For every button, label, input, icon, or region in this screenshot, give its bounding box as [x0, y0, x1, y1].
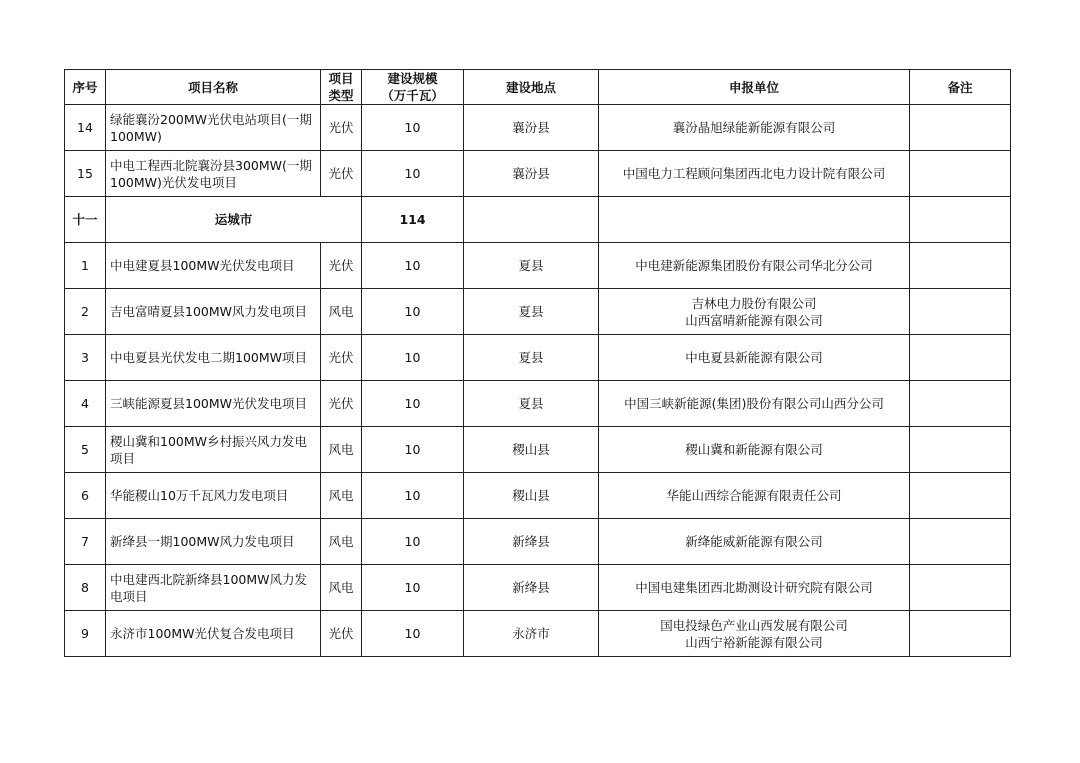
applicant-line: 稷山冀和新能源有限公司 [685, 442, 823, 457]
cell-project-type: 风电 [321, 565, 362, 611]
cell-seq: 7 [65, 519, 106, 565]
section-name: 运城市 [106, 197, 362, 243]
table-row [65, 243, 1011, 289]
cell-project-name: 三峡能源夏县100MW光伏发电项目 [106, 381, 321, 427]
cell-location: 稷山县 [464, 427, 599, 473]
applicant-line: 中国电力工程顾问集团西北电力设计院有限公司 [622, 166, 886, 181]
cell-project-type: 风电 [321, 473, 362, 519]
cell-applicant [599, 151, 910, 197]
cell-scale: 10 [362, 473, 464, 519]
cell-seq: 15 [65, 151, 106, 197]
header-type [321, 70, 362, 105]
cell-location: 稷山县 [464, 473, 599, 519]
table-row [65, 151, 1011, 197]
header-type-line1: 项目 [328, 71, 354, 86]
cell-remark [910, 611, 1011, 657]
cell-location: 襄汾县 [464, 151, 599, 197]
applicant-line: 中国三峡新能源(集团)股份有限公司山西分公司 [624, 396, 884, 411]
cell-applicant [599, 243, 910, 289]
cell-location: 新绛县 [464, 519, 599, 565]
cell-applicant [599, 289, 910, 335]
cell-scale: 10 [362, 105, 464, 151]
header-remark: 备注 [910, 70, 1011, 105]
cell-project-name: 吉电富晴夏县100MW风力发电项目 [106, 289, 321, 335]
table-row [65, 611, 1011, 657]
applicant-line: 襄汾晶旭绿能新能源有限公司 [672, 120, 836, 135]
cell-scale: 10 [362, 381, 464, 427]
cell-applicant [599, 611, 910, 657]
cell-remark [910, 565, 1011, 611]
cell-seq: 6 [65, 473, 106, 519]
applicant-line: 华能山西综合能源有限责任公司 [666, 488, 842, 503]
applicant-line: 吉林电力股份有限公司 [691, 295, 817, 311]
table-row [65, 565, 1011, 611]
header-name: 项目名称 [106, 70, 321, 105]
table-row [65, 335, 1011, 381]
applicant-line: 中国电建集团西北勘测设计研究院有限公司 [635, 580, 873, 595]
cell-seq: 9 [65, 611, 106, 657]
section-location [464, 197, 599, 243]
cell-project-name: 永济市100MW光伏复合发电项目 [106, 611, 321, 657]
section-seq: 十一 [65, 197, 106, 243]
cell-scale: 10 [362, 565, 464, 611]
applicant-line: 国电投绿色产业山西发展有限公司 [660, 617, 848, 633]
cell-scale: 10 [362, 427, 464, 473]
section-unit [599, 197, 910, 243]
table-row [65, 473, 1011, 519]
cell-location: 夏县 [464, 335, 599, 381]
cell-project-type: 光伏 [321, 335, 362, 381]
table-body-bottom [65, 243, 1011, 657]
cell-remark [910, 243, 1011, 289]
cell-remark [910, 105, 1011, 151]
applicant-line: 新绛能威新能源有限公司 [685, 534, 823, 549]
table-row [65, 289, 1011, 335]
cell-scale: 10 [362, 611, 464, 657]
header-scale [362, 70, 464, 105]
cell-project-type: 光伏 [321, 151, 362, 197]
cell-location: 新绛县 [464, 565, 599, 611]
cell-seq: 2 [65, 289, 106, 335]
cell-scale: 10 [362, 335, 464, 381]
header-scale-line2: （万千瓦） [381, 88, 444, 103]
cell-project-type: 光伏 [321, 381, 362, 427]
cell-project-type: 风电 [321, 289, 362, 335]
cell-remark [910, 473, 1011, 519]
cell-remark [910, 427, 1011, 473]
section-remark [910, 197, 1011, 243]
cell-project-type: 光伏 [321, 243, 362, 289]
cell-project-name: 中电建夏县100MW光伏发电项目 [106, 243, 321, 289]
cell-seq: 14 [65, 105, 106, 151]
cell-seq: 1 [65, 243, 106, 289]
cell-applicant [599, 105, 910, 151]
cell-location: 夏县 [464, 381, 599, 427]
cell-project-name: 中电建西北院新绛县100MW风力发电项目 [106, 565, 321, 611]
applicant-line: 中电夏县新能源有限公司 [685, 350, 823, 365]
cell-project-type: 风电 [321, 519, 362, 565]
table-row [65, 427, 1011, 473]
cell-remark [910, 289, 1011, 335]
cell-scale: 10 [362, 519, 464, 565]
cell-seq: 3 [65, 335, 106, 381]
cell-project-name: 稷山冀和100MW乡村振兴风力发电项目 [106, 427, 321, 473]
cell-location: 夏县 [464, 289, 599, 335]
table-row [65, 381, 1011, 427]
cell-seq: 8 [65, 565, 106, 611]
cell-remark [910, 519, 1011, 565]
cell-applicant [599, 381, 910, 427]
section-row [65, 197, 1011, 243]
table-row [65, 105, 1011, 151]
cell-applicant [599, 335, 910, 381]
header-row [65, 70, 1011, 105]
cell-remark [910, 151, 1011, 197]
cell-seq: 5 [65, 427, 106, 473]
section-body [65, 197, 1011, 243]
cell-project-type: 光伏 [321, 611, 362, 657]
cell-project-name: 华能稷山10万千瓦风力发电项目 [106, 473, 321, 519]
cell-seq: 4 [65, 381, 106, 427]
table-body-top [65, 105, 1011, 197]
project-table [64, 69, 1011, 657]
cell-applicant [599, 473, 910, 519]
header-scale-line1: 建设规模 [387, 71, 438, 86]
cell-applicant [599, 519, 910, 565]
table-row [65, 519, 1011, 565]
cell-project-name: 新绛县一期100MW风力发电项目 [106, 519, 321, 565]
cell-remark [910, 381, 1011, 427]
applicant-line: 山西富晴新能源有限公司 [685, 312, 823, 328]
cell-scale: 10 [362, 243, 464, 289]
cell-project-type: 光伏 [321, 105, 362, 151]
header-location: 建设地点 [464, 70, 599, 105]
cell-applicant [599, 565, 910, 611]
cell-location: 襄汾县 [464, 105, 599, 151]
cell-project-name: 中电工程西北院襄汾县300MW(一期100MW)光伏发电项目 [106, 151, 321, 197]
header-seq: 序号 [65, 70, 106, 105]
header-type-line2: 类型 [328, 88, 354, 103]
applicant-line: 中电建新能源集团股份有限公司华北分公司 [635, 258, 873, 273]
applicant-line: 山西宁裕新能源有限公司 [685, 634, 823, 650]
cell-project-name: 中电夏县光伏发电二期100MW项目 [106, 335, 321, 381]
cell-project-type: 风电 [321, 427, 362, 473]
cell-location: 夏县 [464, 243, 599, 289]
cell-remark [910, 335, 1011, 381]
cell-project-name: 绿能襄汾200MW光伏电站项目(一期100MW) [106, 105, 321, 151]
cell-location: 永济市 [464, 611, 599, 657]
cell-scale: 10 [362, 289, 464, 335]
cell-applicant [599, 427, 910, 473]
section-scale: 114 [362, 197, 464, 243]
cell-scale: 10 [362, 151, 464, 197]
header-unit: 申报单位 [599, 70, 910, 105]
